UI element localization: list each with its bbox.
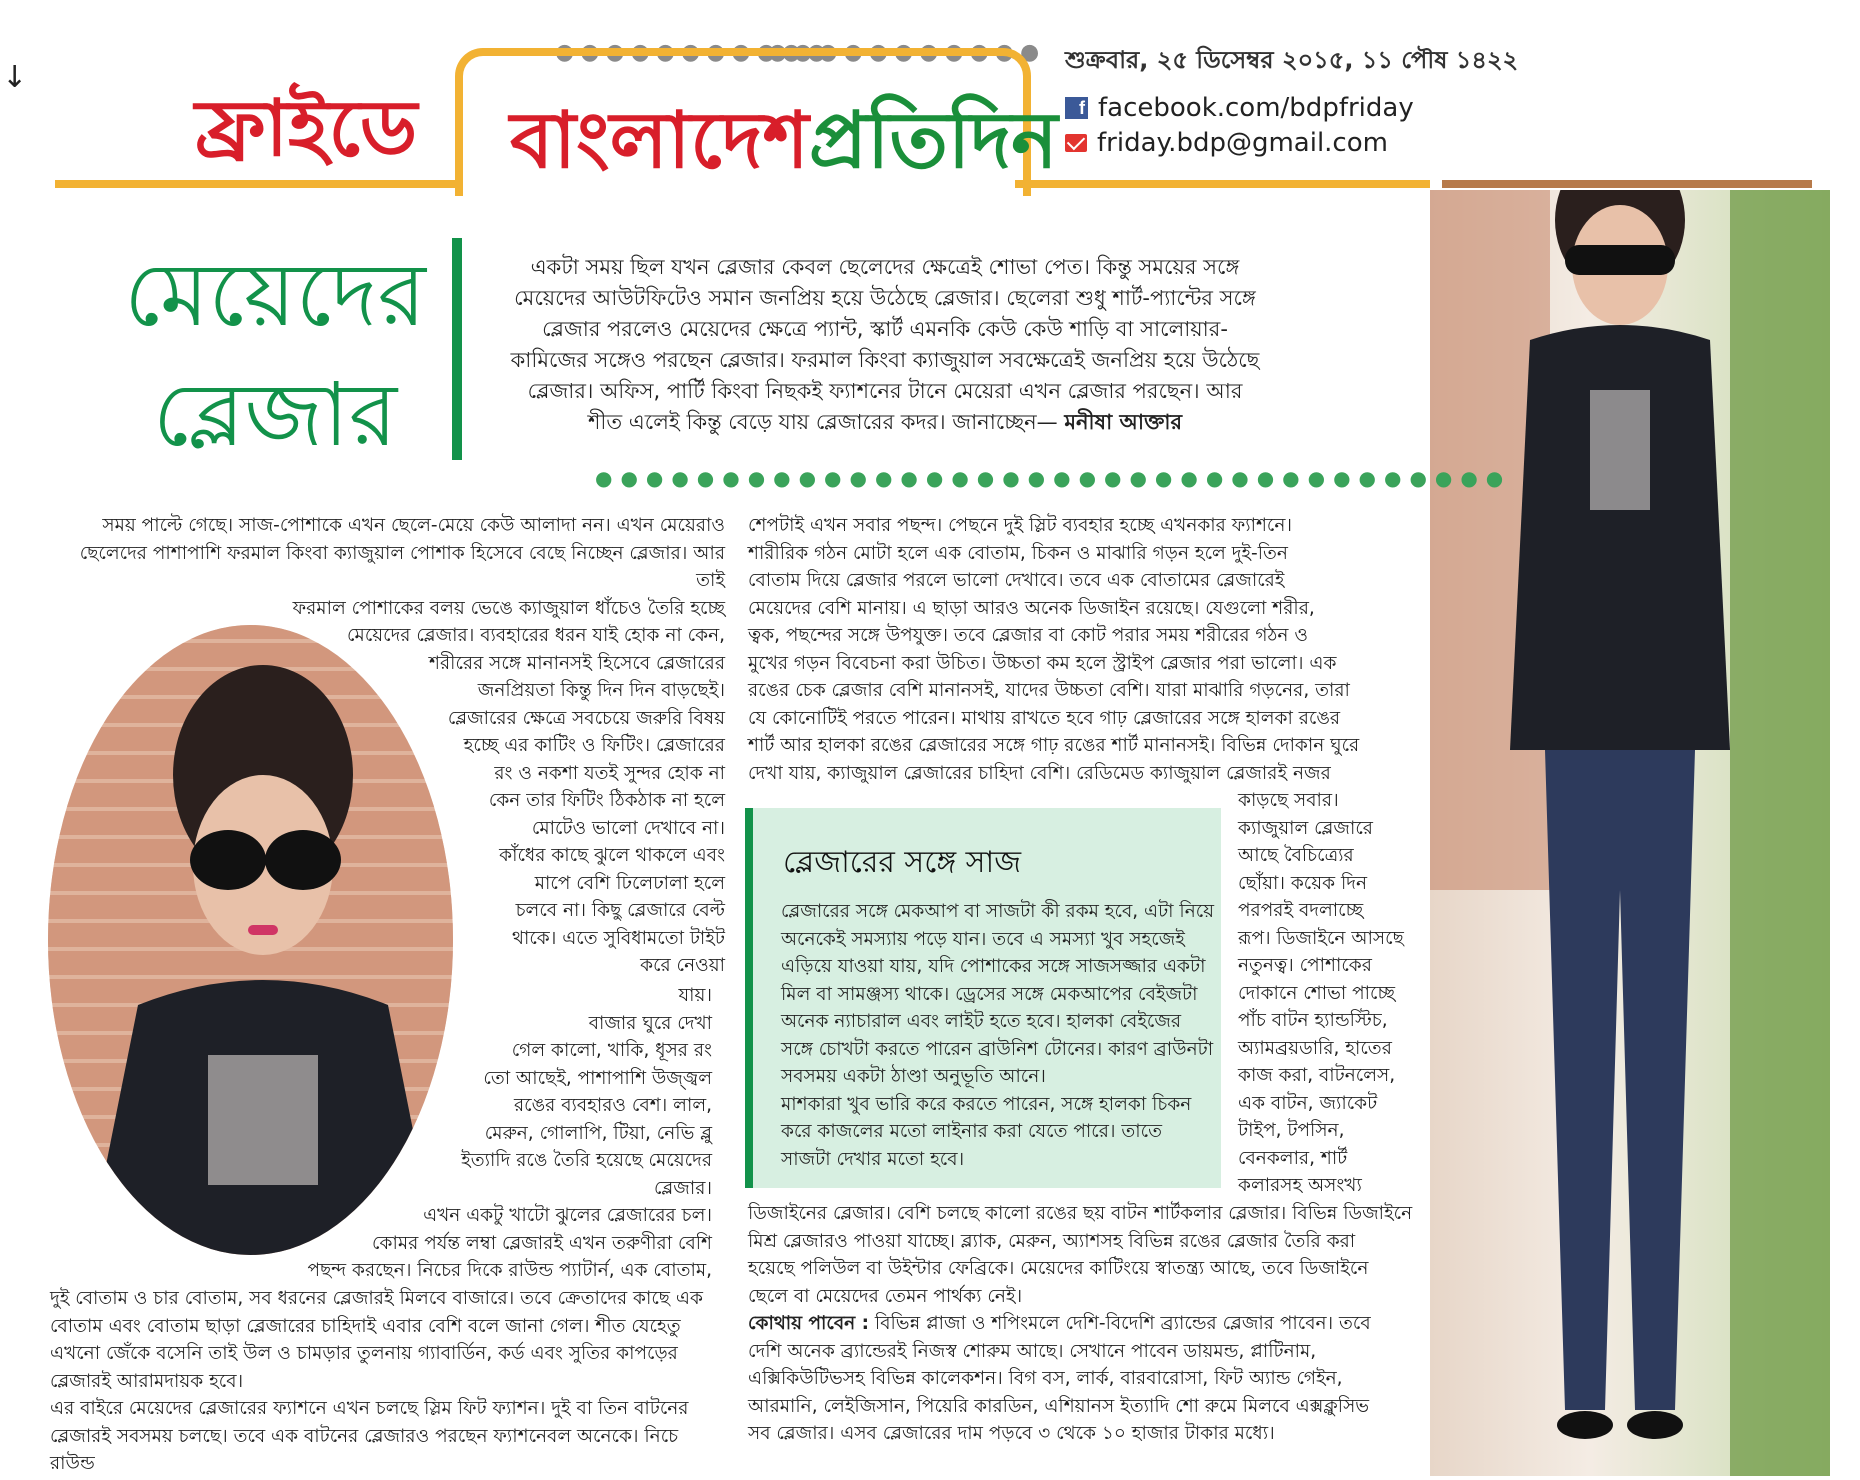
column-1-bottom <box>50 1285 720 1478</box>
body-line: গেল কালো, খাকি, ধূসর রং <box>511 1040 712 1061</box>
intro-line: কামিজের সঙ্গেও পরছেন ব্লেজার। ফরমাল কিংবা ক্যাজুয়াল সবক্ষেত্রেই জনপ্রিয় হয়ে উঠেছে <box>510 348 1260 372</box>
facebook-icon: f <box>1065 97 1088 119</box>
body-line: আরমানি, লেইজিসান, পিয়েরি কারডিন, এশিয়ানস ইত্যাদি শো রুমে মিলবে এক্সক্লুসিভ <box>748 1395 1370 1417</box>
body-line: দুই বোতাম ও চার বোতাম, সব ধরনের ব্লেজারই মিলবে বাজারে। তবে ক্রেতাদের কাছে এক <box>50 1288 703 1309</box>
top-dots-right: ●●●●●●●●●●● <box>768 40 1046 65</box>
author-name: মনীষা আক্তার <box>1064 410 1183 434</box>
body-line: ব্লেজার। <box>654 1177 712 1199</box>
model-figure-icon <box>1430 190 1830 1476</box>
body-line: মেরুন, গোলাপি, টিয়া, নেভি ব্লু <box>484 1122 712 1144</box>
section-logo-friday: ফ্রাইডে <box>195 83 418 174</box>
sidebar-box <box>745 808 1221 1188</box>
masthead-rule-right <box>1015 180 1430 188</box>
body-line: হয়েছে পলিউল বা উইন্টার ফেব্রিকে। মেয়েদের কাটিংয়ে স্বাতন্ত্র্য আছে, তবে ডিজাইনে <box>748 1258 1369 1279</box>
margin-arrow: ↓ <box>2 60 28 95</box>
box-line: অনেকেই সমস্যায় পড়ে যান। তবে এ সমস্যা খুব সহজেই <box>781 928 1185 950</box>
body-line: ডিজাইনের ব্লেজার। বেশি চলছে কালো রঙের ছয় বাটন শার্টকলার ব্লেজার। বিভিন্ন ডিজাইনে <box>748 1203 1413 1224</box>
where-line <box>748 1310 1428 1338</box>
logo-pratidin: প্রতিদিন <box>808 95 1058 186</box>
top-dots-left: ●●●●●●●●●●● <box>555 40 833 65</box>
box-line: সবসময় একটা ঠাণ্ডা অনুভূতি আনে। <box>781 1066 1046 1087</box>
body-line: বোতাম দিয়ে ব্লেজার পরলে ভালো দেখাবে। তবে এক বোতামের ব্লেজারেই <box>748 570 1285 591</box>
body-line: দোকানে শোভা পাচ্ছে <box>1238 982 1395 1004</box>
title-divider <box>452 238 462 460</box>
body-line: মুখের গড়ন বিবেচনা করা উচিত। উচ্চতা কম হলে স্ট্রাইপ ব্লেজার পরা ভালো। এক <box>748 652 1337 674</box>
issue-date: শুক্রবার, ২৫ ডিসেম্বর ২০১৫, ১১ পৌষ ১৪২২ <box>1065 46 1519 74</box>
where-text: বিভিন্ন প্লাজা ও শপিংমলে দেশি-বিদেশি ব্র্যান্ডের ব্লেজার পাবেন। তবে <box>874 1313 1371 1334</box>
body-line: কাজ করা, বাটনলেস, <box>1238 1065 1396 1086</box>
article-intro <box>485 252 1285 438</box>
facebook-contact[interactable] <box>1065 93 1414 123</box>
body-line: শারীরিক গঠন মোটা হলে এক বোতাম, চিকন ও মাঝারি গড়ন হলে দুই-তিন <box>748 542 1288 564</box>
body-line: মোটেও ভালো দেখাবে না। <box>531 817 725 839</box>
body-line: ব্লেজারের ক্ষেত্রে সবচেয়ে জরুরি বিষয় <box>447 707 725 729</box>
model-photo-large <box>1430 190 1830 1476</box>
intro-line-last <box>485 407 1285 438</box>
mail-icon <box>1065 134 1087 152</box>
body-line: ব্লেজারই আরামদায়ক হবে। <box>50 1370 244 1392</box>
box-line: অনেক ন্যাচারাল এবং লাইট হতে হবে। হালকা বেইজের <box>781 1011 1182 1032</box>
body-line: হচ্ছে এর কাটিং ও ফিটিং। ব্লেজারের <box>463 735 725 756</box>
body-line: পরপরই বদলাচ্ছে <box>1238 900 1364 921</box>
body-line: এক বাটন, জ্যাকেট <box>1238 1092 1378 1114</box>
body-line: এক্সিকিউটিভসহ বিভিন্ন কালেকশন। বিগ বস, লার্ক, বারবারোসা, ফিট অ্যান্ড গেইন, <box>748 1368 1343 1389</box>
body-line: মাপে বেশি ঢিলেঢালা হলে <box>534 872 725 894</box>
title-line-2: ব্লেজার <box>152 363 398 466</box>
body-line: পাঁচ বাটন হ্যান্ডস্টিচ, <box>1238 1010 1388 1031</box>
body-line: চলবে না। কিছু ব্লেজারে বেল্ট <box>515 900 725 921</box>
body-line: বোতাম এবং বোতাম ছাড়া ব্লেজারের চাহিদাই এবার বেশি বলে জানা গেল। শীত যেহেতু <box>50 1315 681 1337</box>
body-line: থাকে। এতে সুবিধামতো টাইট <box>511 927 725 949</box>
email-link[interactable]: friday.bdp@gmail.com <box>1097 128 1388 158</box>
masthead-rule-photo <box>1442 180 1812 188</box>
newspaper-logo <box>510 80 1058 210</box>
body-line: বেনকলার, শার্ট <box>1238 1147 1348 1169</box>
body-line: ক্যাজুয়াল ব্লেজারে <box>1238 817 1373 839</box>
body-line: এর বাইরে মেয়েদের ব্লেজারের ফ্যাশনে এখন চলছে স্লিম ফিট ফ্যাশন। দুই বা তিন বাটনের <box>50 1398 689 1419</box>
article-title <box>110 235 440 475</box>
body-line: ছেলে বা মেয়েদের তেমন পার্থক্য নেই। <box>748 1285 1023 1307</box>
body-line: টাইপ, টপসিন, <box>1238 1120 1345 1141</box>
body-line: মিশ্র ব্লেজারও পাওয়া যাচ্ছে। ব্ল্যাক, মেরুন, অ্যাশসহ বিভিন্ন রঙের ব্লেজার তৈরি করা <box>748 1230 1356 1252</box>
box-line: সাজটা দেখার মতো হবে। <box>781 1148 965 1170</box>
body-line: জনপ্রিয়তা কিন্তু দিন দিন বাড়ছেই। <box>477 680 725 701</box>
body-line: যায়। <box>678 985 712 1006</box>
email-contact[interactable] <box>1065 128 1388 158</box>
body-line: রং ও নকশা যতই সুন্দর হোক না <box>494 762 725 784</box>
intro-line: একটা সময় ছিল যখন ব্লেজার কেবল ছেলেদের ক্ষেত্রেই শোভা পেত। কিন্তু সময়ের সঙ্গে <box>530 255 1240 279</box>
box-line: মিল বা সামঞ্জস্য থাকে। ড্রেসের সঙ্গে মেকআপের বেইজটা <box>781 983 1198 1005</box>
box-line: করে কাজলের মতো লাইনার করা যেতে পারে। তাতে <box>781 1121 1162 1142</box>
body-line: দেখা যায়, ক্যাজুয়াল ব্লেজারের চাহিদা বেশি। রেডিমেড ক্যাজুয়াল ব্লেজারই নজর <box>748 762 1331 784</box>
body-line: ব্লেজারই সবসময় চলছে। তবে এক বাটনের ব্লেজারও পরছেন ফ্যাশনেবল অনেকে। নিচে রাউন্ড <box>50 1425 679 1474</box>
body-line: দেশি অনেক ব্র্যান্ডেরই নিজস্ব শোরুম আছে। সেখানে পাবেন ডায়মন্ড, প্লাটিনাম, <box>748 1340 1317 1362</box>
intro-closing: শীত এলেই কিন্তু বেড়ে যায় ব্লেজারের কদর। জানাচ্ছেন— <box>587 410 1058 434</box>
body-line: নতুনত্ব। পোশাকের <box>1238 955 1372 976</box>
body-line: ইত্যাদি রঙে তৈরি হয়েছে মেয়েদের <box>461 1150 712 1171</box>
body-line: সব ব্লেজার। এসব ব্লেজারের দাম পড়বে ৩ থেকে ১০ হাজার টাকার মধ্যে। <box>748 1423 1275 1444</box>
body-line: বাজার ঘুরে দেখা <box>588 1012 712 1034</box>
box-line: মাশকারা খুব ভারি করে করতে পারেন, সঙ্গে হালকা চিকন <box>781 1093 1192 1115</box>
column-2 <box>748 512 1408 787</box>
logo-bangladesh: বাংলাদেশ <box>510 95 809 186</box>
body-line: এখন একটু খাটো ঝুলের ব্লেজারের চল। <box>423 1205 712 1226</box>
body-line: কেন তার ফিটিং ঠিকঠাক না হলে <box>488 790 725 811</box>
sidebar-box-title: ব্লেজারের সঙ্গে সাজ <box>783 845 1022 880</box>
body-line: কোমর পর্যন্ত লম্বা ব্লেজারই এখন তরুণীরা বেশি <box>372 1232 712 1254</box>
body-line: মেয়েদের বেশি মানায়। এ ছাড়া আরও অনেক ডিজাইন রয়েছে। যেগুলো শরীর, <box>748 597 1315 619</box>
column-1-lower <box>50 982 712 1285</box>
body-line: অ্যামব্রয়ডারি, হাতের <box>1238 1037 1392 1059</box>
body-line: করে নেওয়া <box>640 955 725 976</box>
facebook-link[interactable]: facebook.com/bdpfriday <box>1098 93 1414 123</box>
body-line: ফরমাল পোশাকের বলয় ভেঙে ক্যাজুয়াল ধাঁচেও তৈরি হচ্ছে <box>292 597 725 619</box>
body-line: সময় পাল্টে গেছে। সাজ-পোশাকে এখন ছেলে-মেয়ে কেউ আলাদা নন। এখন মেয়েরাও <box>102 515 725 536</box>
box-line: ব্লেজারের সঙ্গে মেকআপ বা সাজটা কী রকম হবে, এটা নিয়ে <box>781 901 1215 922</box>
body-line: কলারসহ অসংখ্য <box>1238 1175 1362 1196</box>
where-label: কোথায় পাবেন : <box>748 1313 870 1334</box>
body-line: কাড়ছে সবার। <box>1238 790 1339 811</box>
body-line: পছন্দ করছেন। নিচের দিকে রাউন্ড প্যাটার্ন, এক বোতাম, <box>307 1260 712 1281</box>
body-line: শরীরের সঙ্গে মানানসই হিসেবে ব্লেজারের <box>429 652 725 674</box>
body-line: শার্ট আর হালকা রঙের ব্লেজারের সঙ্গে গাঢ় রঙের শার্ট মানানসই। বিভিন্ন দোকান ঘুরে <box>748 735 1360 756</box>
body-line: কাঁধের কাছে ঝুলে থাকলে এবং <box>499 845 725 866</box>
body-line: তো আছেই, পাশাপাশি উজ্জ্বল <box>483 1067 712 1089</box>
body-line: রঙের চেক ব্লেজার বেশি মানানসই, যাদের উচ্চতা বেশি। যারা মাঝারি গড়নের, তারা <box>748 680 1350 701</box>
title-line-1: মেয়েদের <box>124 243 426 346</box>
intro-line: মেয়েদের আউটফিটেও সমান জনপ্রিয় হয়ে উঠেছে ব্লেজার। ছেলেরা শুধু শার্ট-প্যান্টের সঙ্গে <box>514 286 1256 310</box>
intro-divider-dots: ●●●●●●●●●●●●●●●●●●●●●●●●●●●●●●●●●●●● <box>595 466 1512 490</box>
body-line: এখনো জেঁকে বসেনি তাই উল ও চামড়ার তুলনায় গ্যাবার্ডিন, কর্ড এবং সুতির কাপড়ের <box>50 1343 678 1364</box>
body-line: রঙের ব্যবহারও বেশ। লাল, <box>513 1095 712 1116</box>
box-line: এড়িয়ে যাওয়া যায়, যদি পোশাকের সঙ্গে সাজসজ্জার একটা <box>781 956 1206 977</box>
intro-line: ব্লেজার। অফিস, পার্টি কিংবা নিছকই ফ্যাশনের টানে মেয়েরা এখন ব্লেজার পরছেন। আর <box>527 379 1243 403</box>
sidebar-box-text <box>781 898 1221 1173</box>
body-line: যে কোনোটিই পরতে পারেন। মাথায় রাখতে হবে গাঢ় ব্লেজারের সঙ্গে হালকা রঙের <box>748 707 1341 729</box>
body-line: আছে বৈচিত্র্যের <box>1238 845 1354 866</box>
body-line: মেয়েদের ব্লেজার। ব্যবহারের ধরন যাই হোক না কেন, <box>347 625 725 646</box>
body-line: রূপ। ডিজাইনে আসছে <box>1238 927 1404 949</box>
body-line: ছেলেদের পাশাপাশি ফরমাল কিংবা ক্যাজুয়াল পোশাক হিসেবে বেছে নিচ্ছেন ব্লেজার। আর তাই <box>79 542 725 591</box>
body-line: ত্বক, পছন্দের সঙ্গে উপযুক্ত। তবে ব্লেজার বা কোট পরার সময় শরীরের গঠন ও <box>748 625 1308 646</box>
column-3 <box>1238 787 1438 1200</box>
body-line: ছোঁয়া। কয়েক দিন <box>1238 872 1367 894</box>
body-line: শেপটাই এখন সবার পছন্দ। পেছনে দুই স্লিট ব্যবহার হচ্ছে এখনকার ফ্যাশনে। <box>748 515 1293 536</box>
column-4 <box>748 1200 1428 1448</box>
box-line: সঙ্গে চোখটা করতে পারেন ব্রাউনিশ টোনের। কারণ ব্রাউনটা <box>781 1038 1214 1060</box>
intro-line: ব্লেজার পরলেও মেয়েদের ক্ষেত্রে প্যান্ট, স্কার্ট এমনকি কেউ কেউ শাড়ি বা সালোয়ার- <box>542 317 1228 341</box>
